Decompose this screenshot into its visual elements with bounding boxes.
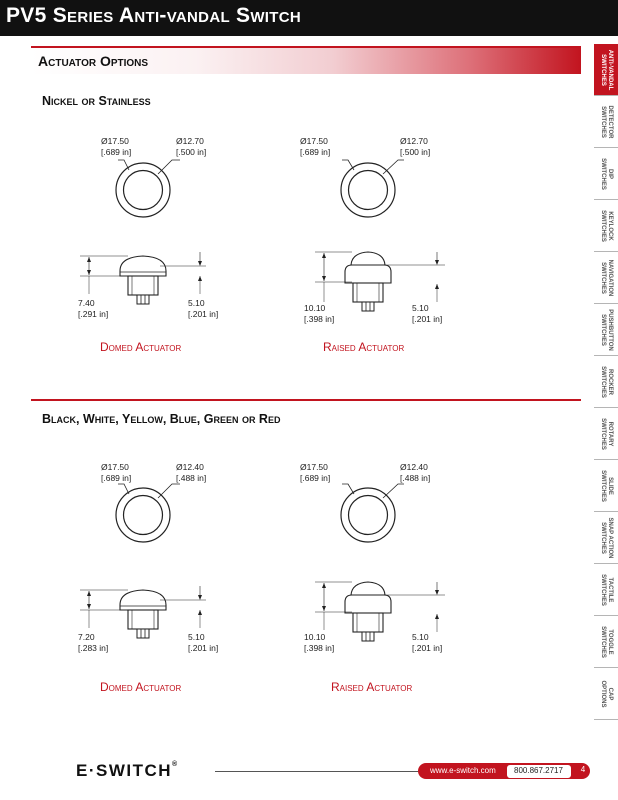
sidebar-tab-tactile[interactable] — [594, 564, 618, 616]
g2-domed-body: 5.10 [.201 in] — [188, 632, 219, 653]
sidebar-tab-dip[interactable] — [594, 148, 618, 200]
sidebar-tab-label: DIP SWITCHES — [600, 157, 613, 190]
sidebar-tab-toggle[interactable] — [594, 616, 618, 668]
g2-domed-caption: Domed Actuator — [100, 680, 182, 694]
g1-domed-inner-dia: Ø12.70 [.500 in] — [176, 136, 207, 157]
sidebar-tab-label: KEYLOCK SWITCHES — [600, 209, 613, 242]
page-number: 4 — [580, 765, 586, 774]
footer-rule — [215, 771, 420, 772]
sidebar-tab-label: TACTILE SWITCHES — [600, 573, 613, 606]
sidebar-tab-slide[interactable] — [594, 460, 618, 512]
g1-domed-caption: Domed Actuator — [100, 340, 182, 354]
sidebar-tab-label: ROCKER SWITCHES — [600, 365, 613, 398]
g1-raised-caption: Raised Actuator — [323, 340, 405, 354]
g2-raised-height: 10.10 [.398 in] — [304, 632, 335, 653]
sidebar-tab-anti-vandal[interactable] — [594, 44, 618, 96]
sidebar-tab-label: ANTI-VANDAL SWITCHES — [600, 49, 613, 90]
sidebar-tab-label: SNAP ACTION SWITCHES — [600, 516, 613, 558]
phone-number: 800.867.2717 — [514, 766, 563, 775]
g2-raised-inner-dia: Ø12.40 [.488 in] — [400, 462, 431, 483]
raised-side-view-2 — [345, 582, 391, 641]
g2-raised-body: 5.10 [.201 in] — [412, 632, 443, 653]
category-sidebar — [594, 44, 618, 730]
g2-raised-outer-dia: Ø17.50 [.689 in] — [300, 462, 331, 483]
g1-raised-inner-dia: Ø12.70 [.500 in] — [400, 136, 431, 157]
sidebar-tab-snap-action[interactable] — [594, 512, 618, 564]
sidebar-tab-label: TOGGLE SWITCHES — [600, 625, 613, 658]
g1-domed-body: 5.10 [.201 in] — [188, 298, 219, 319]
sidebar-tab-label: PUSHBUTTON SWITCHES — [600, 308, 613, 351]
g2-raised-caption: Raised Actuator — [331, 680, 413, 694]
domed-side-view-1 — [120, 256, 166, 304]
g1-raised-height: 10.10 [.398 in] — [304, 303, 335, 324]
g2-domed-height: 7.20 [.283 in] — [78, 632, 109, 653]
domed-side-view-2 — [120, 590, 166, 638]
section-title: Actuator Options — [38, 53, 149, 69]
g2-domed-inner-dia: Ø12.40 [.488 in] — [176, 462, 207, 483]
raised-top-view-1 — [341, 163, 395, 217]
raised-side-view-1 — [345, 252, 391, 311]
sidebar-tab-keylock[interactable] — [594, 200, 618, 252]
g1-domed-height: 7.40 [.291 in] — [78, 298, 109, 319]
raised-top-view-2 — [341, 488, 395, 542]
sidebar-tab-label: ROTARY SWITCHES — [600, 417, 613, 450]
sidebar-tab-rotary[interactable] — [594, 408, 618, 460]
page-title: PV5 Series Anti-vandal Switch — [6, 4, 302, 27]
domed-top-view-2 — [116, 488, 170, 542]
g1-domed-outer-dia: Ø17.50 [.689 in] — [101, 136, 132, 157]
g1-raised-body: 5.10 [.201 in] — [412, 303, 443, 324]
sidebar-tab-label: NAVIGATION SWITCHES — [600, 259, 613, 296]
sidebar-tab-pushbutton[interactable] — [594, 304, 618, 356]
sidebar-tab-detector[interactable] — [594, 96, 618, 148]
sidebar-tab-navigation[interactable] — [594, 252, 618, 304]
website-link[interactable]: www.e-switch.com — [430, 766, 496, 775]
sidebar-tab-label: DETECTOR SWITCHES — [600, 105, 613, 138]
sidebar-tab-cap-options[interactable] — [594, 668, 618, 720]
sidebar-tab-label: CAP OPTIONS — [600, 679, 613, 707]
group-heading-colors: Black, White, Yellow, Blue, Green or Red — [42, 412, 281, 426]
group-heading-nickel: Nickel or Stainless — [42, 94, 151, 108]
g1-raised-outer-dia: Ø17.50 [.689 in] — [300, 136, 331, 157]
domed-top-view-1 — [116, 163, 170, 217]
sidebar-tab-rocker[interactable] — [594, 356, 618, 408]
g2-domed-outer-dia: Ø17.50 [.689 in] — [101, 462, 132, 483]
brand-name: E·SWITCH® — [76, 761, 179, 780]
sidebar-tab-label: SLIDE SWITCHES — [600, 469, 613, 502]
